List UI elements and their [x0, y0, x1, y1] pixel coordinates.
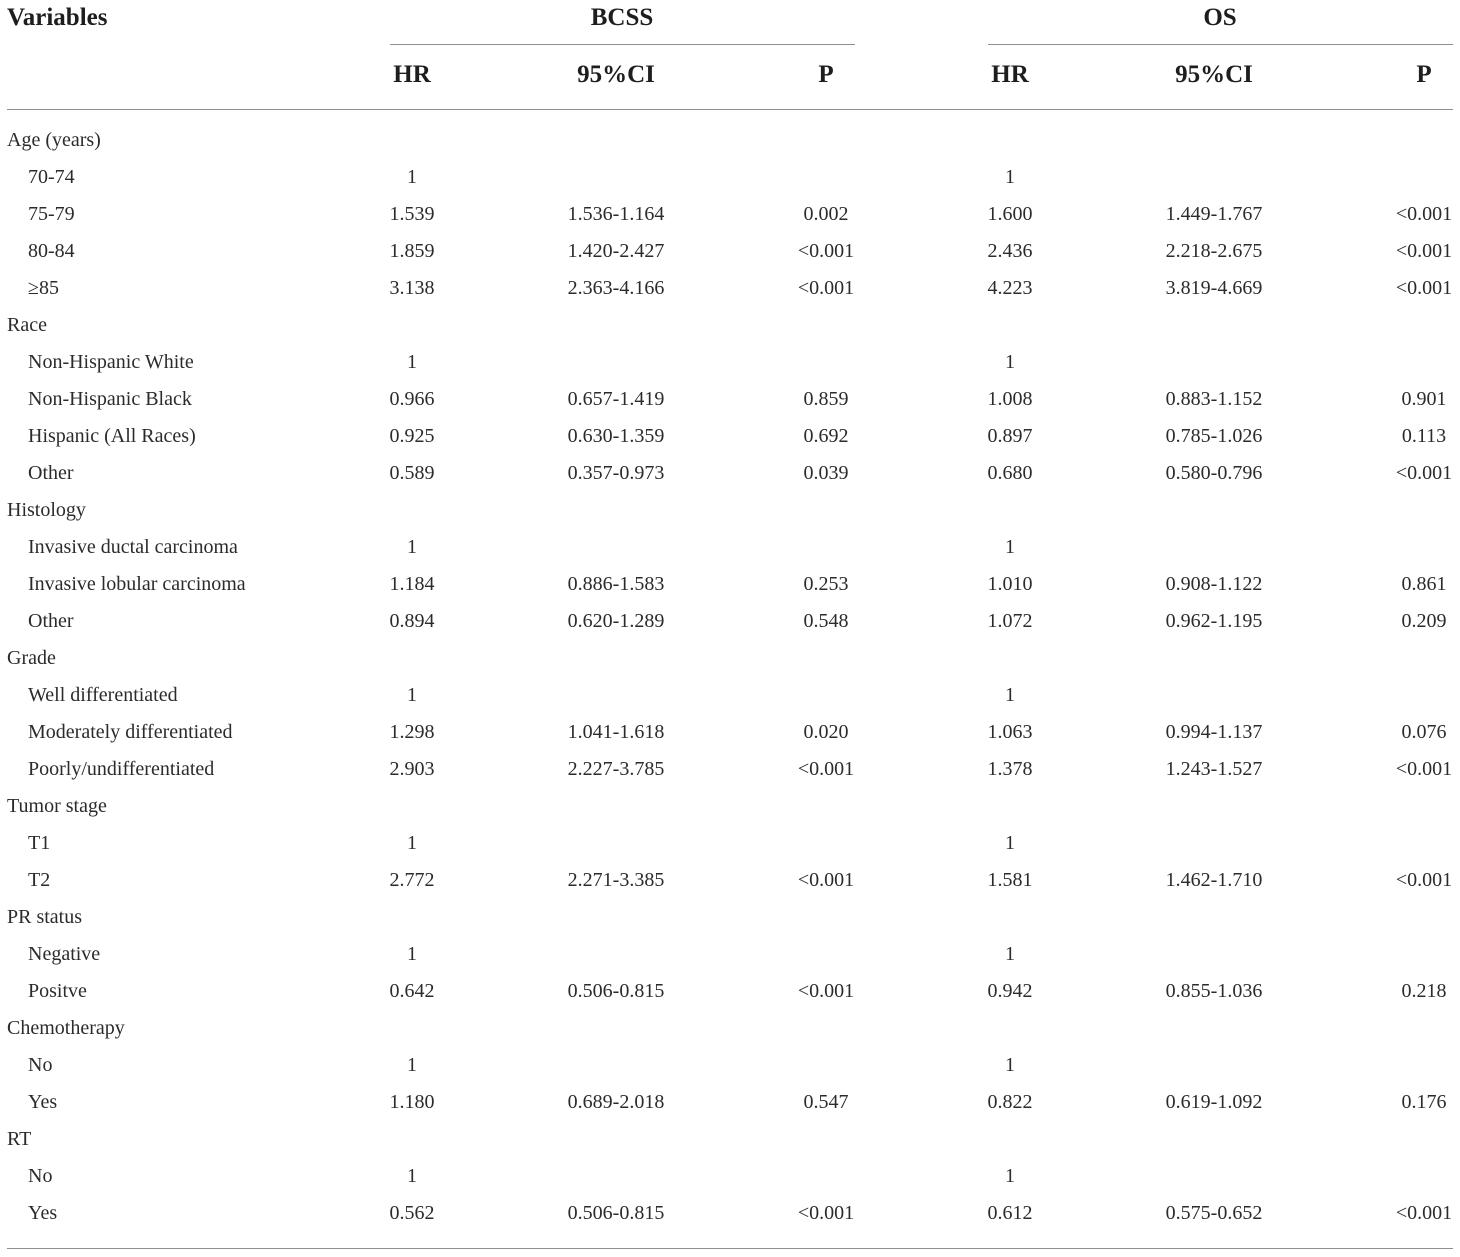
bcss-hr-cell: 0.642 [389, 980, 435, 1002]
os-p-cell: 0.076 [1401, 721, 1447, 743]
os-p-cell: 0.176 [1401, 1091, 1447, 1113]
bcss-hr-cell: 1 [407, 1165, 417, 1187]
bcss-ci-cell: 1.041-1.618 [567, 721, 665, 743]
row-label: Tumor stage [7, 795, 107, 817]
category-row [0, 123, 1460, 160]
row-label: Yes [28, 1091, 58, 1113]
os-ci-cell: 1.462-1.710 [1165, 869, 1263, 891]
table-row [0, 863, 1460, 900]
bcss-hr-cell: 1 [407, 684, 417, 706]
bcss-p-cell: 0.253 [803, 573, 849, 595]
header-bcss-ci: 95%CI [577, 61, 655, 88]
row-label: Other [28, 462, 74, 484]
row-label: Non-Hispanic Black [28, 388, 192, 410]
bcss-hr-cell: 2.772 [389, 869, 435, 891]
os-hr-cell: 0.612 [987, 1202, 1033, 1224]
os-hr-cell: 4.223 [987, 277, 1033, 299]
os-p-cell: 0.218 [1401, 980, 1447, 1002]
bcss-ci-cell: 0.506-0.815 [567, 1202, 665, 1224]
table-row [0, 419, 1460, 456]
os-ci-cell: 2.218-2.675 [1165, 240, 1263, 262]
row-label: T1 [28, 832, 51, 854]
header-os-p: P [1416, 61, 1432, 88]
table-row [0, 160, 1460, 197]
os-ci-cell: 0.855-1.036 [1165, 980, 1263, 1002]
os-ci-cell: 3.819-4.669 [1165, 277, 1263, 299]
os-hr-cell: 0.680 [987, 462, 1033, 484]
os-hr-cell: 1 [1005, 684, 1015, 706]
category-row [0, 493, 1460, 530]
bcss-ci-cell: 0.357-0.973 [567, 462, 665, 484]
bcss-hr-cell: 1.180 [389, 1091, 435, 1113]
bcss-hr-cell: 1 [407, 832, 417, 854]
table-bottom-rule [7, 1248, 1453, 1249]
os-hr-cell: 1 [1005, 943, 1015, 965]
os-hr-cell: 1.010 [987, 573, 1033, 595]
bcss-hr-cell: 3.138 [389, 277, 435, 299]
category-row [0, 641, 1460, 678]
bcss-p-cell: 0.547 [803, 1091, 849, 1113]
table-row [0, 1159, 1460, 1196]
bcss-hr-cell: 0.966 [389, 388, 435, 410]
category-row [0, 308, 1460, 345]
os-p-cell: <0.001 [1395, 1202, 1453, 1224]
bcss-hr-cell: 1.859 [389, 240, 435, 262]
row-label: Moderately differentiated [28, 721, 233, 743]
header-bottom-rule [7, 109, 1453, 110]
category-row [0, 900, 1460, 937]
table-row [0, 974, 1460, 1011]
row-label: 70-74 [28, 166, 75, 188]
row-label: RT [7, 1128, 32, 1150]
bcss-ci-cell: 2.271-3.385 [567, 869, 665, 891]
row-label: No [28, 1054, 53, 1076]
bcss-ci-cell: 2.227-3.785 [567, 758, 665, 780]
os-hr-cell: 1.581 [987, 869, 1033, 891]
bcss-p-cell: 0.692 [803, 425, 849, 447]
bcss-p-cell: <0.001 [797, 758, 855, 780]
bcss-hr-cell: 1 [407, 1054, 417, 1076]
header-bcss-p: P [818, 61, 834, 88]
row-label: Yes [28, 1202, 58, 1224]
os-hr-cell: 1.072 [987, 610, 1033, 632]
os-group-rule [988, 44, 1453, 45]
os-hr-cell: 1.063 [987, 721, 1033, 743]
os-hr-cell: 0.942 [987, 980, 1033, 1002]
category-row [0, 1011, 1460, 1048]
os-hr-cell: 1.008 [987, 388, 1033, 410]
table-row [0, 197, 1460, 234]
row-label: Histology [7, 499, 86, 521]
bcss-p-cell: 0.020 [803, 721, 849, 743]
table-row [0, 1196, 1460, 1233]
row-label: 80-84 [28, 240, 75, 262]
row-label: Grade [7, 647, 56, 669]
row-label: Hispanic (All Races) [28, 425, 196, 447]
os-p-cell: <0.001 [1395, 462, 1453, 484]
os-p-cell: <0.001 [1395, 869, 1453, 891]
bcss-hr-cell: 0.589 [389, 462, 435, 484]
row-label: Non-Hispanic White [28, 351, 194, 373]
bcss-hr-cell: 1 [407, 166, 417, 188]
bcss-hr-cell: 1.298 [389, 721, 435, 743]
table-row [0, 715, 1460, 752]
table-row [0, 567, 1460, 604]
table-row [0, 530, 1460, 567]
table-row [0, 678, 1460, 715]
bcss-ci-cell: 2.363-4.166 [567, 277, 665, 299]
bcss-p-cell: <0.001 [797, 869, 855, 891]
os-p-cell: 0.901 [1401, 388, 1447, 410]
bcss-ci-cell: 0.886-1.583 [567, 573, 665, 595]
os-hr-cell: 0.822 [987, 1091, 1033, 1113]
bcss-p-cell: 0.039 [803, 462, 849, 484]
row-label: Positve [28, 980, 87, 1002]
bcss-ci-cell: 0.657-1.419 [567, 388, 665, 410]
os-hr-cell: 1 [1005, 1165, 1015, 1187]
row-label: Poorly/undifferentiated [28, 758, 215, 780]
row-label: Race [7, 314, 47, 336]
os-p-cell: 0.861 [1401, 573, 1447, 595]
os-p-cell: 0.113 [1401, 425, 1447, 447]
bcss-hr-cell: 1 [407, 943, 417, 965]
bcss-hr-cell: 1 [407, 351, 417, 373]
row-label: Chemotherapy [7, 1017, 125, 1039]
header-variables: Variables [7, 4, 108, 31]
os-hr-cell: 1 [1005, 351, 1015, 373]
bcss-ci-cell: 1.536-1.164 [567, 203, 665, 225]
row-label: PR status [7, 906, 83, 928]
table-row [0, 1085, 1460, 1122]
row-label: Other [28, 610, 74, 632]
table-row [0, 456, 1460, 493]
bcss-group-rule [390, 44, 855, 45]
os-p-cell: <0.001 [1395, 277, 1453, 299]
os-hr-cell: 1 [1005, 1054, 1015, 1076]
bcss-hr-cell: 0.925 [389, 425, 435, 447]
header-group-os: OS [1203, 4, 1237, 31]
os-hr-cell: 2.436 [987, 240, 1033, 262]
table-row [0, 752, 1460, 789]
row-label: T2 [28, 869, 51, 891]
os-ci-cell: 0.619-1.092 [1165, 1091, 1263, 1113]
bcss-hr-cell: 1.539 [389, 203, 435, 225]
row-label: Invasive ductal carcinoma [28, 536, 238, 558]
os-ci-cell: 0.908-1.122 [1165, 573, 1263, 595]
os-p-cell: 0.209 [1401, 610, 1447, 632]
row-label: Age (years) [7, 129, 101, 151]
bcss-ci-cell: 0.630-1.359 [567, 425, 665, 447]
category-row [0, 1122, 1460, 1159]
bcss-p-cell: <0.001 [797, 240, 855, 262]
os-p-cell: <0.001 [1395, 203, 1453, 225]
os-hr-cell: 1.600 [987, 203, 1033, 225]
os-ci-cell: 0.785-1.026 [1165, 425, 1263, 447]
header-bcss-hr: HR [393, 61, 431, 88]
table-row [0, 382, 1460, 419]
os-hr-cell: 0.897 [987, 425, 1033, 447]
header-group-bcss: BCSS [590, 4, 654, 31]
bcss-p-cell: 0.548 [803, 610, 849, 632]
os-hr-cell: 1 [1005, 166, 1015, 188]
row-label: Invasive lobular carcinoma [28, 573, 246, 595]
os-ci-cell: 0.962-1.195 [1165, 610, 1263, 632]
table-row [0, 937, 1460, 974]
header-os-ci: 95%CI [1175, 61, 1253, 88]
bcss-p-cell: 0.002 [803, 203, 849, 225]
table-row [0, 234, 1460, 271]
bcss-ci-cell: 0.620-1.289 [567, 610, 665, 632]
category-row [0, 789, 1460, 826]
os-p-cell: <0.001 [1395, 240, 1453, 262]
bcss-p-cell: <0.001 [797, 277, 855, 299]
os-hr-cell: 1 [1005, 832, 1015, 854]
bcss-p-cell: <0.001 [797, 980, 855, 1002]
row-label: Well differentiated [28, 684, 178, 706]
os-hr-cell: 1 [1005, 536, 1015, 558]
table-row [0, 604, 1460, 641]
bcss-hr-cell: 0.562 [389, 1202, 435, 1224]
os-ci-cell: 0.994-1.137 [1165, 721, 1263, 743]
os-ci-cell: 1.243-1.527 [1165, 758, 1263, 780]
bcss-ci-cell: 0.506-0.815 [567, 980, 665, 1002]
bcss-ci-cell: 0.689-2.018 [567, 1091, 665, 1113]
row-label: ≥85 [28, 277, 59, 299]
bcss-hr-cell: 1.184 [389, 573, 435, 595]
table-row [0, 271, 1460, 308]
row-label: No [28, 1165, 53, 1187]
bcss-hr-cell: 2.903 [389, 758, 435, 780]
table-row [0, 826, 1460, 863]
header-os-hr: HR [991, 61, 1029, 88]
os-ci-cell: 0.580-0.796 [1165, 462, 1263, 484]
bcss-p-cell: 0.859 [803, 388, 849, 410]
os-hr-cell: 1.378 [987, 758, 1033, 780]
bcss-hr-cell: 1 [407, 536, 417, 558]
row-label: Negative [28, 943, 101, 965]
os-ci-cell: 0.575-0.652 [1165, 1202, 1263, 1224]
os-ci-cell: 1.449-1.767 [1165, 203, 1263, 225]
os-p-cell: <0.001 [1395, 758, 1453, 780]
os-ci-cell: 0.883-1.152 [1165, 388, 1263, 410]
table-row [0, 1048, 1460, 1085]
table-row [0, 345, 1460, 382]
bcss-p-cell: <0.001 [797, 1202, 855, 1224]
row-label: 75-79 [28, 203, 75, 225]
bcss-hr-cell: 0.894 [389, 610, 435, 632]
bcss-ci-cell: 1.420-2.427 [567, 240, 665, 262]
